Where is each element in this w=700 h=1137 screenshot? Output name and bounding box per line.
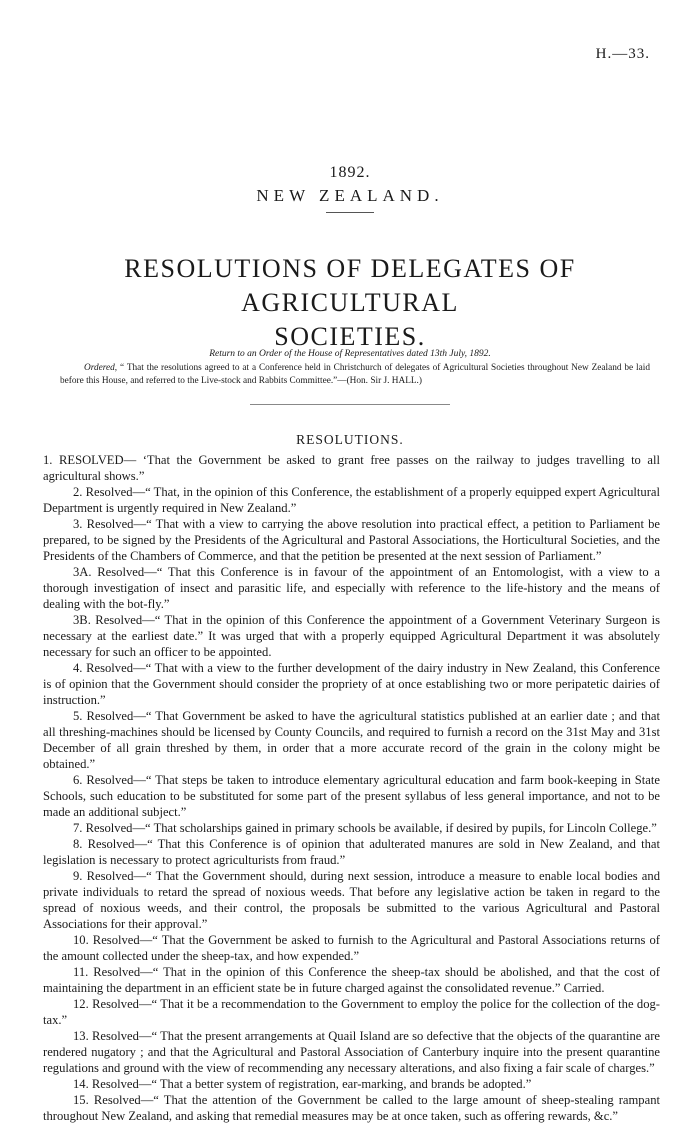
ordered-text: “ That the resolutions agreed to at a Conference held in Christchurch of delegates of Agricultural Societies throughout New Zealand be laid before this House, and referred to the Live-stock and Rabbits Committee.”—(Hon. Sir J. HALL.): [60, 363, 650, 386]
resolution-item: 9. Resolved—“ That the Government should, during next session, introduce a measure to enable local bodies and private individuals to retard the spread of noxious weeds. That before any legislative action be taken in regard to the spread of noxious weeds, and their control, the proposals be submitted to the various Agricultural and Pastoral Associations for their approval.”: [43, 869, 660, 931]
resolutions-heading: RESOLUTIONS.: [296, 432, 404, 447]
title-divider: [326, 212, 374, 213]
country-heading: NEW ZEALAND.: [256, 186, 444, 205]
ordered-paragraph: [60, 362, 650, 387]
return-order-line: Return to an Order of the House of Representatives dated 13th July, 1892.: [209, 349, 491, 359]
resolution-item: 6. Resolved—“ That steps be taken to introduce elementary agricultural education and farm book-keeping in State Schools, such education to be substituted for some part of the present syllabus of less general importance, and not to be made an additional subject.”: [43, 773, 660, 819]
resolution-item: 5. Resolved—“ That Government be asked to have the agricultural statistics published at an earlier date ; and that all threshing-machines should be licensed by County Councils, and required to furnish a record on the 31st May and 31st December of all grain threshed by them, in order that a more accurate record of the grain in the colony might be obtained.”: [43, 709, 660, 771]
resolution-item: 10. Resolved—“ That the Government be asked to furnish to the Agricultural and Pastoral Associations returns of the amount collected under the sheep-tax, and how expended.”: [43, 933, 660, 963]
document-title: [40, 252, 660, 354]
title-line-1: RESOLUTIONS OF DELEGATES OF AGRICULTURAL: [124, 254, 576, 317]
ordered-label: Ordered,: [84, 363, 118, 373]
document-year: 1892.: [329, 164, 371, 181]
resolutions-list: [43, 452, 660, 1124]
resolution-item: 13. Resolved—“ That the present arrangements at Quail Island are so defective that the objects of the quarantine are rendered nugatory ; and that the Agricultural and Pastoral Association of Canterbury inquire into the present quarantine regulations and ground with the view of recommending any necessary alterations, and also fixing a fair scale of charges.”: [43, 1029, 660, 1075]
preamble-divider: [250, 404, 450, 405]
page-reference: H.—33.: [595, 46, 650, 62]
resolution-item: 2. Resolved—“ That, in the opinion of this Conference, the establishment of a properly equipped expert Agricultural Department is urgently required in New Zealand.”: [43, 485, 660, 515]
resolution-item: 3. Resolved—“ That with a view to carrying the above resolution into practical effect, a petition to Parliament be prepared, to be signed by the Presidents of the Agricultural and Pastoral Associations, the Horticultural Societies, and the Presidents of the Chambers of Commerce, and that the petition be presented at the next session of Parliament.”: [43, 517, 660, 563]
resolution-item: 14. Resolved—“ That a better system of registration, ear-marking, and brands be adopted.”: [73, 1077, 532, 1091]
resolution-item: 4. Resolved—“ That with a view to the further development of the dairy industry in New Zealand, this Conference is of opinion that the Government should consider the propriety of at once establishing two or more peripatetic dairies of instruction.”: [43, 661, 660, 707]
resolution-item: 7. Resolved—“ That scholarships gained in primary schools be available, if desired by pupils, for Lincoln College.”: [73, 821, 657, 835]
resolution-item: 11. Resolved—“ That in the opinion of this Conference the sheep-tax should be abolished, and that the cost of maintaining the department in an efficient state be in future charged against the consolidated revenue.” Carried.: [43, 965, 660, 995]
resolution-item: 12. Resolved—“ That it be a recommendation to the Government to employ the police for the collection of the dog-tax.”: [43, 997, 660, 1027]
resolution-item: 3A. Resolved—“ That this Conference is in favour of the appointment of an Entomologist, with a view to a thorough investigation of insect and parasitic life, and especially with reference to the life-history and the means of dealing with the bot-fly.”: [43, 565, 660, 611]
title-line-2: SOCIETIES.: [274, 322, 426, 351]
resolution-item: 3B. Resolved—“ That in the opinion of this Conference the appointment of a Government Veterinary Surgeon is necessary at the earliest date.” It was urged that with a properly equipped Agricultural Department it was absolutely necessary for such an officer to be appointed.: [43, 613, 660, 659]
resolution-item: 8. Resolved—“ That this Conference is of opinion that adulterated manures are sold in New Zealand, and that legislation is necessary to protect agriculturists from fraud.”: [43, 837, 660, 867]
resolution-item: 15. Resolved—“ That the attention of the Government be called to the large amount of sheep-stealing rampant throughout New Zealand, and asking that remedial measures may be at once taken, such as offering rewards, &c.”: [43, 1093, 660, 1123]
resolution-item: 1. RESOLVED— ‘That the Government be asked to grant free passes on the railway to judges travelling to all agricultural shows.”: [43, 453, 660, 483]
